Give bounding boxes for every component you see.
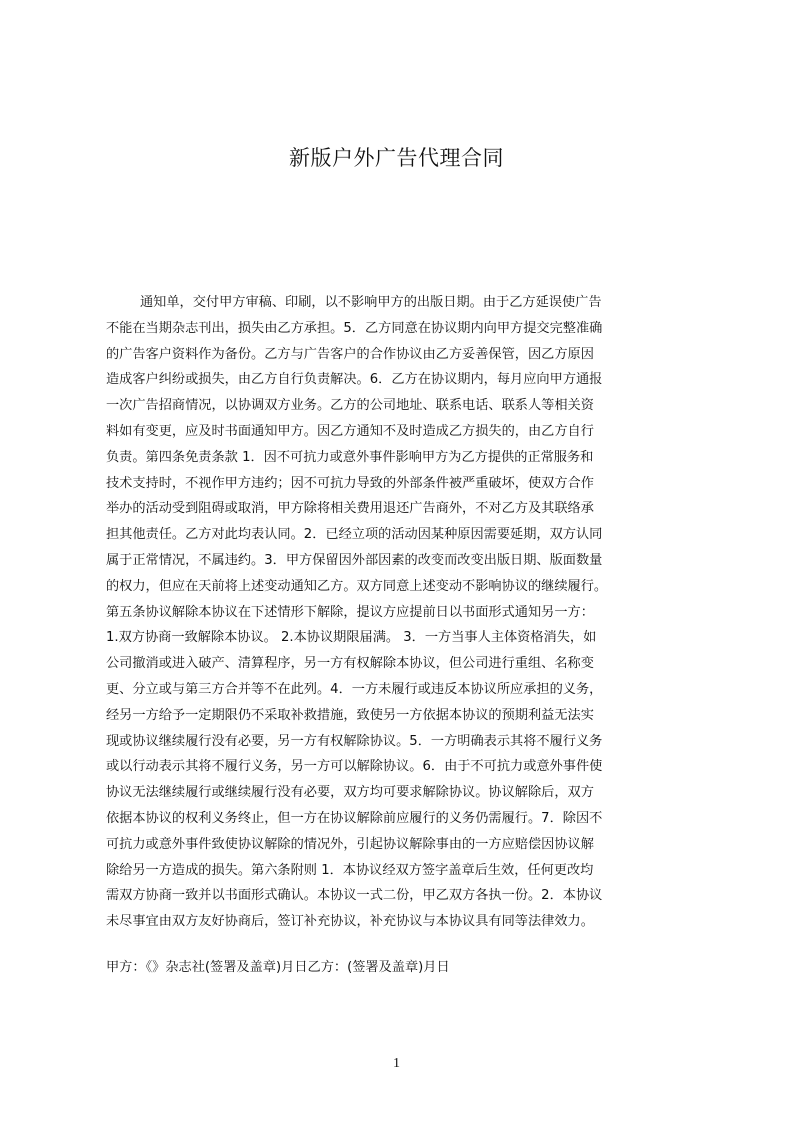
body-line: 造成客户纠纷或损失，由乙方自行负责解决。6．乙方在协议期内，每月应向甲方通报 [106,372,603,388]
document-title: 新版户外广告代理合同 [289,146,504,170]
body-line: 属于正常情况，不属违约。3．甲方保留因外部因素的改变而改变出版日期、版面数量 [106,552,603,568]
body-line: 可抗力或意外事件致使协议解除的情况外，引起协议解除事由的一方应赔偿因协议解 [106,836,594,852]
body-line: 需双方协商一致并以书面形式确认。本协议一式二份，甲乙双方各执一份。2．本协议 [106,888,603,904]
body-line: 料如有变更，应及时书面通知甲方。因乙方通知不及时造成乙方损失的，由乙方自行 [106,423,594,439]
body-line: 经另一方给予一定期限仍不采取补救措施，致使另一方依据本协议的预期利益无法实 [106,707,594,723]
body-line: 协议无法继续履行或继续履行没有必要，双方均可要求解除协议。协议解除后，双方 [106,785,594,801]
body-line: 不能在当期杂志刊出，损失由乙方承担。5．乙方同意在协议期内向甲方提交完整准确 [106,320,603,336]
body-line: 一次广告招商情况，以协调双方业务。乙方的公司地址、联系电话、联系人等相关资 [106,398,594,414]
contract-body [106,290,698,935]
body-line: 通知单，交付甲方审稿、印刷，以不影响甲方的出版日期。由于乙方延误使广告 [140,295,602,310]
body-line: 举办的活动受到阻碍或取消，甲方除将相关费用退还广告商外，不对乙方及其联络承 [106,501,594,517]
body-line: 未尽事宜由双方友好协商后，签订补充协议，补充协议与本协议具有同等法律效力。 [106,914,594,930]
body-line: 依据本协议的权利义务终止，但一方在协议解除前应履行的义务仍需履行。7．除因不 [106,810,603,826]
body-line: 除给另一方造成的损失。第六条附则 1．本协议经双方签字盖章后生效，任何更改均 [106,862,594,878]
body-line: 的广告客户资料作为备份。乙方与广告客户的合作协议由乙方妥善保管，因乙方原因 [106,346,594,362]
body-line: 现或协议继续履行没有必要，另一方有权解除协议。5．一方明确表示其将不履行义务 [106,733,603,749]
page-number: 1 [393,1056,400,1071]
body-line: 担其他责任。乙方对此均表认同。2．已经立项的活动因某种原因需要延期，双方认同 [106,527,603,543]
body-line: 公司撤消或进入破产、清算程序，另一方有权解除本协议，但公司进行重组、名称变 [106,656,594,672]
signature-line: 甲方：《》杂志社(签署及盖章)月日乙方：(签署及盖章)月日 [106,960,450,975]
body-line: 更、分立或与第三方合并等不在此列。4．一方未履行或违反本协议所应承担的义务， [106,681,603,697]
body-line: 或以行动表示其将不履行义务，另一方可以解除协议。6．由于不可抗力或意外事件使 [106,759,603,775]
body-line: 1.双方协商一致解除本协议。 2.本协议期限届满。 3．一方当事人主体资格消失，如 [106,630,597,646]
body-line: 技术支持时，不视作甲方违约；因不可抗力导致的外部条件被严重破坏，使双方合作 [106,475,594,491]
body-line: 的权力，但应在天前将上述变动通知乙方。双方同意上述变动不影响协议的继续履行。 [106,578,608,594]
body-line: 负责。第四条免责条款 1．因不可抗力或意外事件影响甲方为乙方提供的正常服务和 [106,449,594,465]
body-line: 第五条协议解除本协议在下述情形下解除，提议方应提前日以书面形式通知另一方： [106,604,594,620]
